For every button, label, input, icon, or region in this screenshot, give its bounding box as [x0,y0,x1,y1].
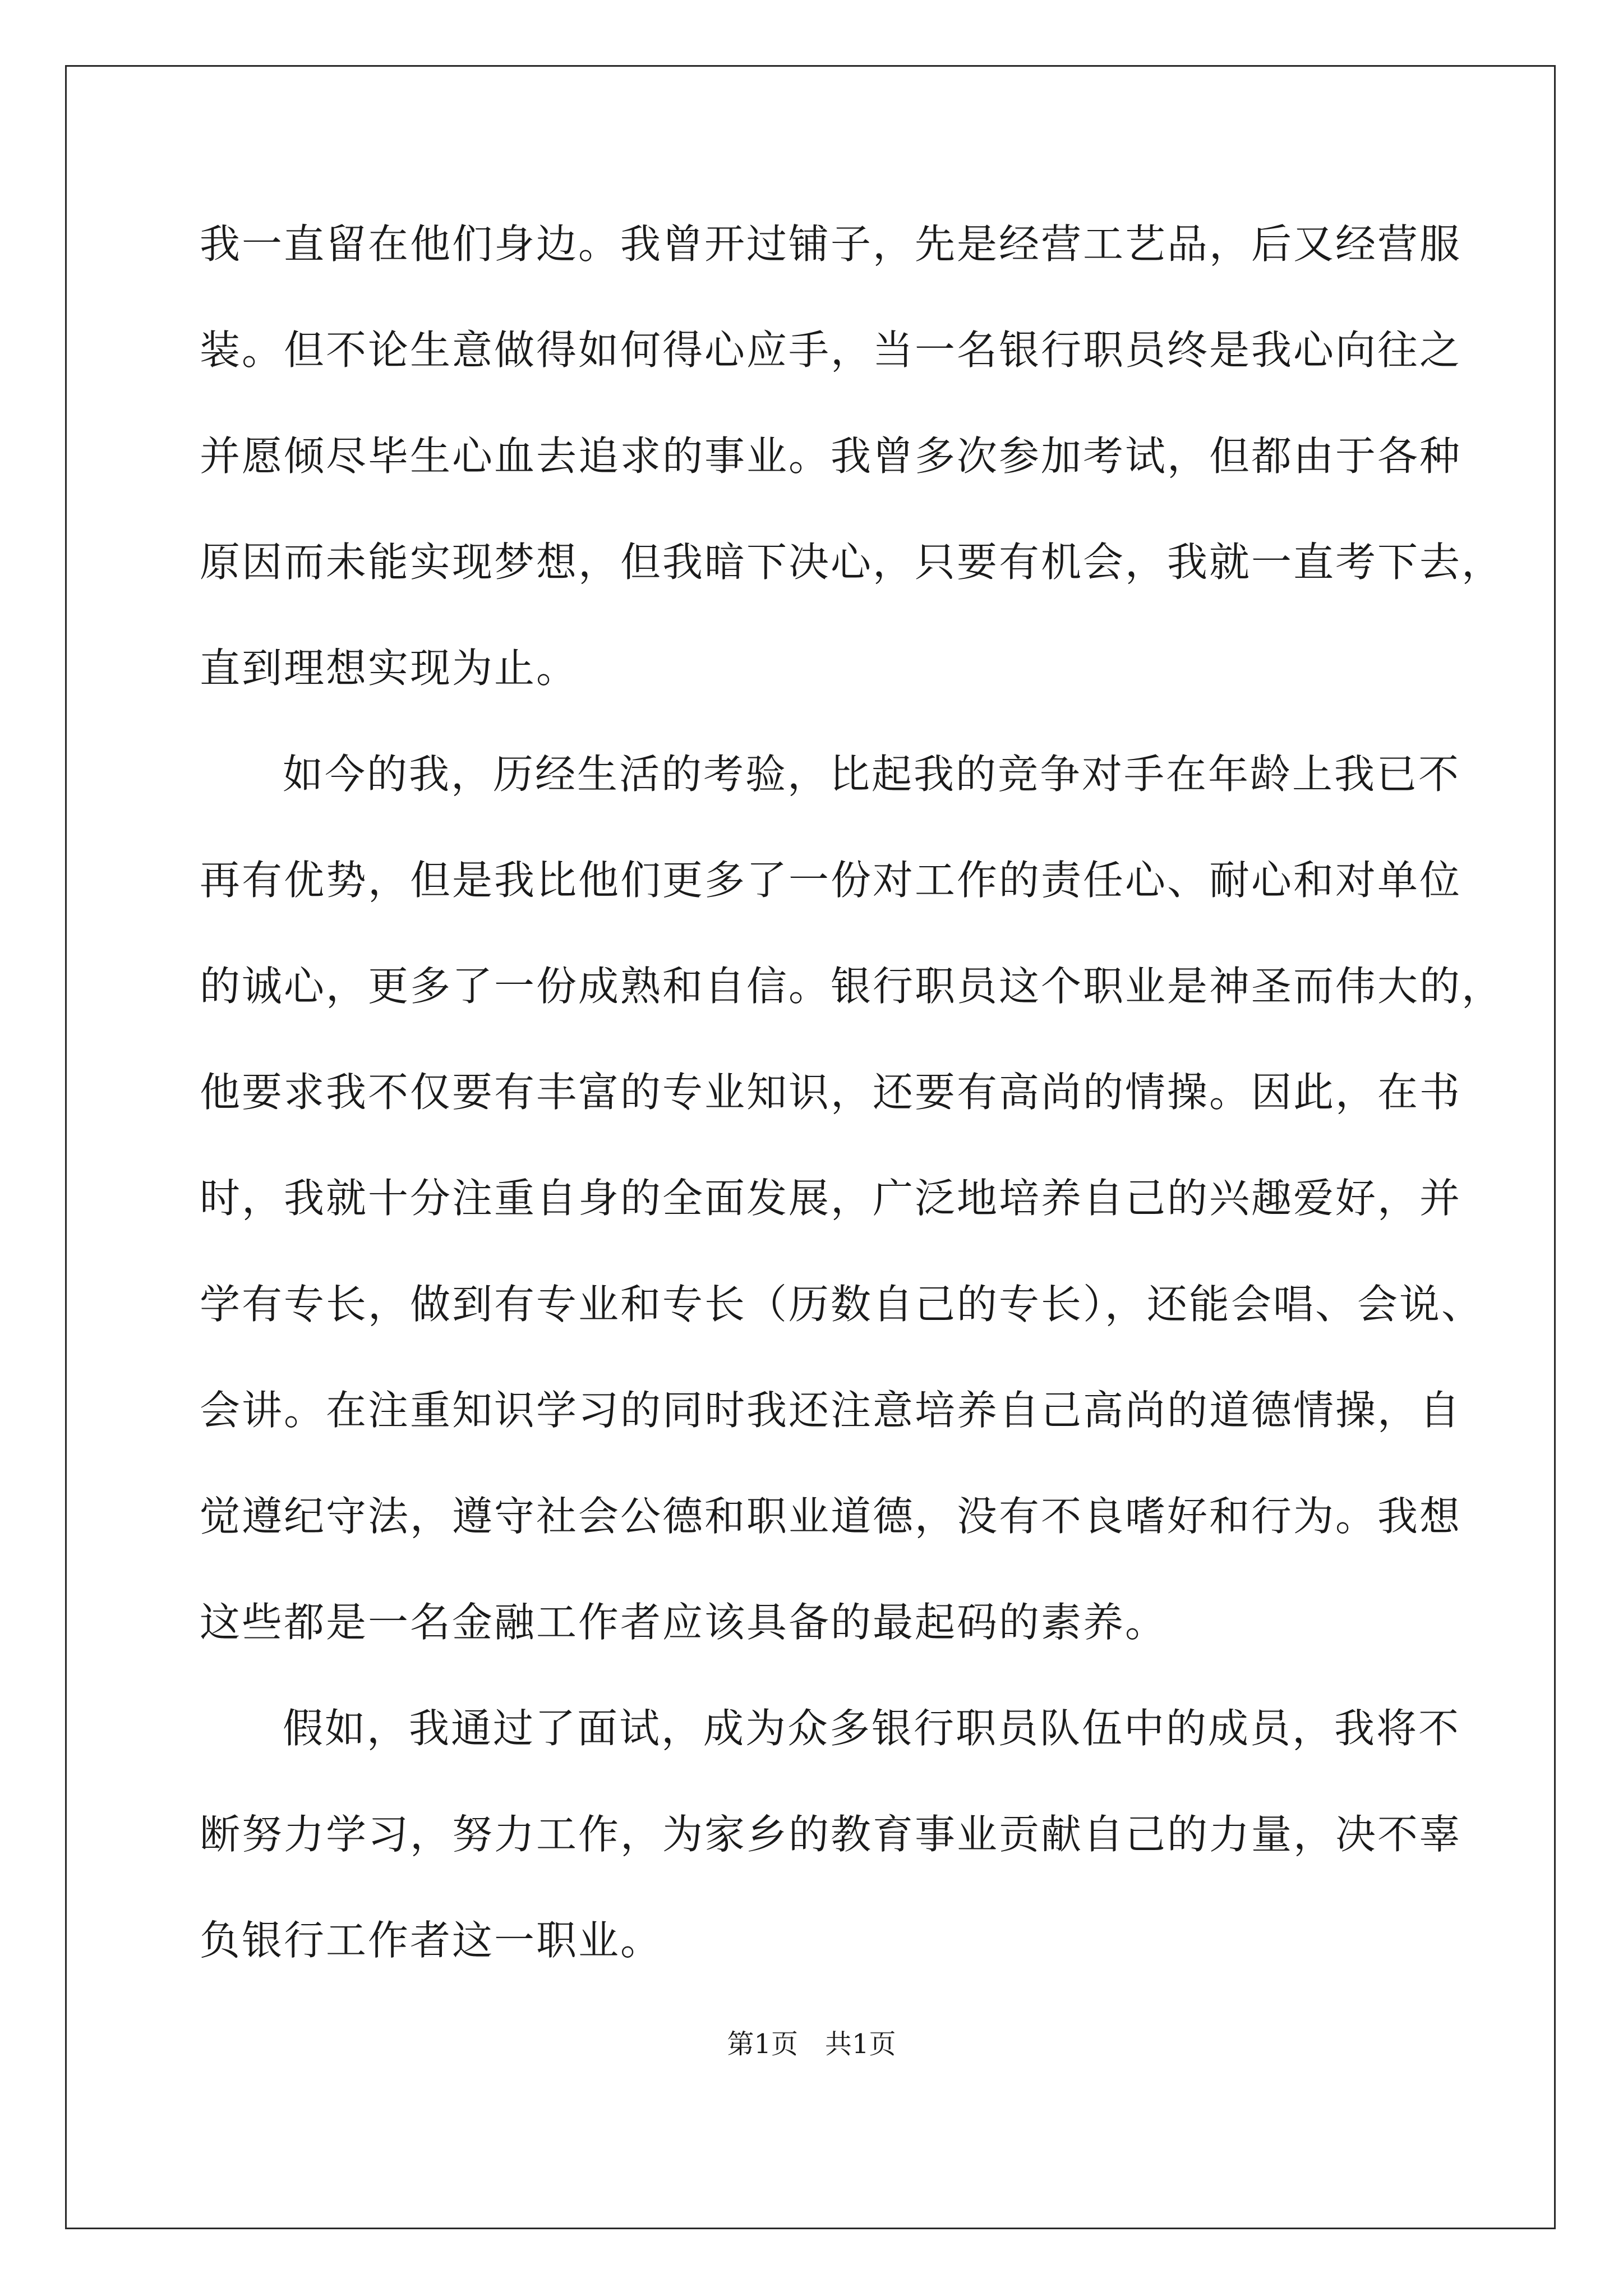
text-line: 觉遵纪守法，遵守社会公德和职业道德，没有不良嗜好和行为。我想 [200,1493,1462,1540]
page-footer [0,2027,1623,2061]
text-line: 会讲。在注重知识学习的同时我还注意培养自己高尚的道德情操，自 [200,1387,1462,1434]
text-line: 我一直留在他们身边。我曾开过铺子，先是经营工艺品，后又经营服 [200,220,1462,268]
page-number: 第1页 共1页 [727,2028,896,2060]
text-line: 断努力学习，努力工作，为家乡的教育事业贡献自己的力量，决不辜 [200,1811,1462,1858]
text-line: 学有专长，做到有专业和专长（历数自己的专长），还能会唱、会说、 [200,1281,1484,1328]
text-line: 原因而未能实现梦想，但我暗下决心，只要有机会，我就一直考下去， [200,539,1504,586]
text-line: 这些都是一名金融工作者应该具备的最起码的素养。 [200,1599,1168,1646]
paragraph-first-line: 假如，我通过了面试，成为众多银行职员队伍中的成员，我将不 [283,1705,1461,1752]
paragraph-first-line: 如今的我，历经生活的考验，比起我的竞争对手在年龄上我已不 [283,751,1461,798]
document-body [200,213,1504,2016]
text-line: 的诚心，更多了一份成熟和自信。银行职员这个职业是神圣而伟大的， [200,963,1504,1010]
text-line: 负银行工作者这一职业。 [200,1917,663,1964]
text-line: 直到理想实现为止。 [200,645,579,692]
text-line: 并愿倾尽毕生心血去追求的事业。我曾多次参加考试，但都由于各种 [200,432,1462,480]
text-line: 装。但不论生意做得如何得心应手，当一名银行职员终是我心向往之 [200,326,1462,374]
text-line: 他要求我不仅要有丰富的专业知识，还要有高尚的情操。因此，在书 [200,1069,1462,1116]
text-line: 再有优势，但是我比他们更多了一份对工作的责任心、耐心和对单位 [200,857,1462,904]
text-line: 时，我就十分注重自身的全面发展，广泛地培养自己的兴趣爱好，并 [200,1175,1462,1222]
